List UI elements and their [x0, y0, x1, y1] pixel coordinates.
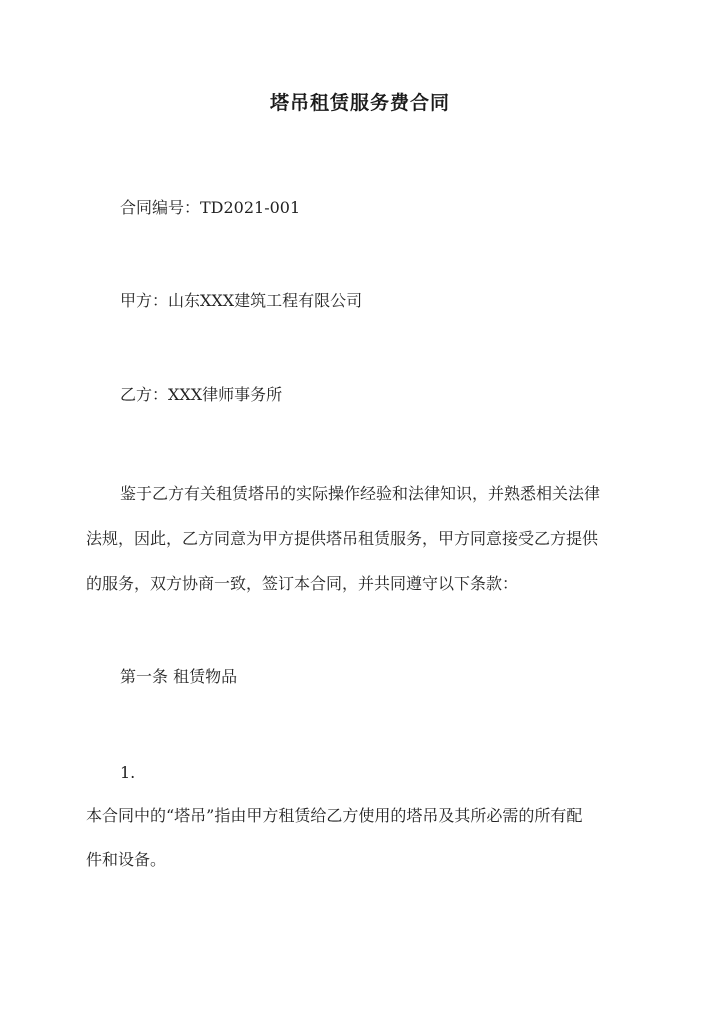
preamble-line-1: 鉴于乙方有关租赁塔吊的实际操作经验和法律知识，并熟悉相关法律 [120, 484, 601, 503]
party-a: 甲方：山东XXX建筑工程有限公司 [120, 291, 363, 310]
party-b: 乙方：XXX律师事务所 [120, 385, 283, 404]
item-1-number: 1. [120, 763, 136, 782]
preamble-line-2: 法规，因此，乙方同意为甲方提供塔吊租赁服务，甲方同意接受乙方提供 [86, 529, 599, 548]
preamble-line-3: 的服务，双方协商一致，签订本合同，并共同遵守以下条款： [86, 574, 519, 593]
item-1-line-1: 本合同中的“塔吊”指由甲方租赁给乙方使用的塔吊及其所必需的所有配 [86, 806, 583, 825]
item-1-line-2: 件和设备。 [86, 850, 167, 869]
article-1-heading: 第一条 租赁物品 [120, 667, 238, 686]
contract-number: 合同编号：TD2021-001 [120, 198, 301, 217]
document-title: 塔吊租赁服务费合同 [269, 92, 450, 114]
